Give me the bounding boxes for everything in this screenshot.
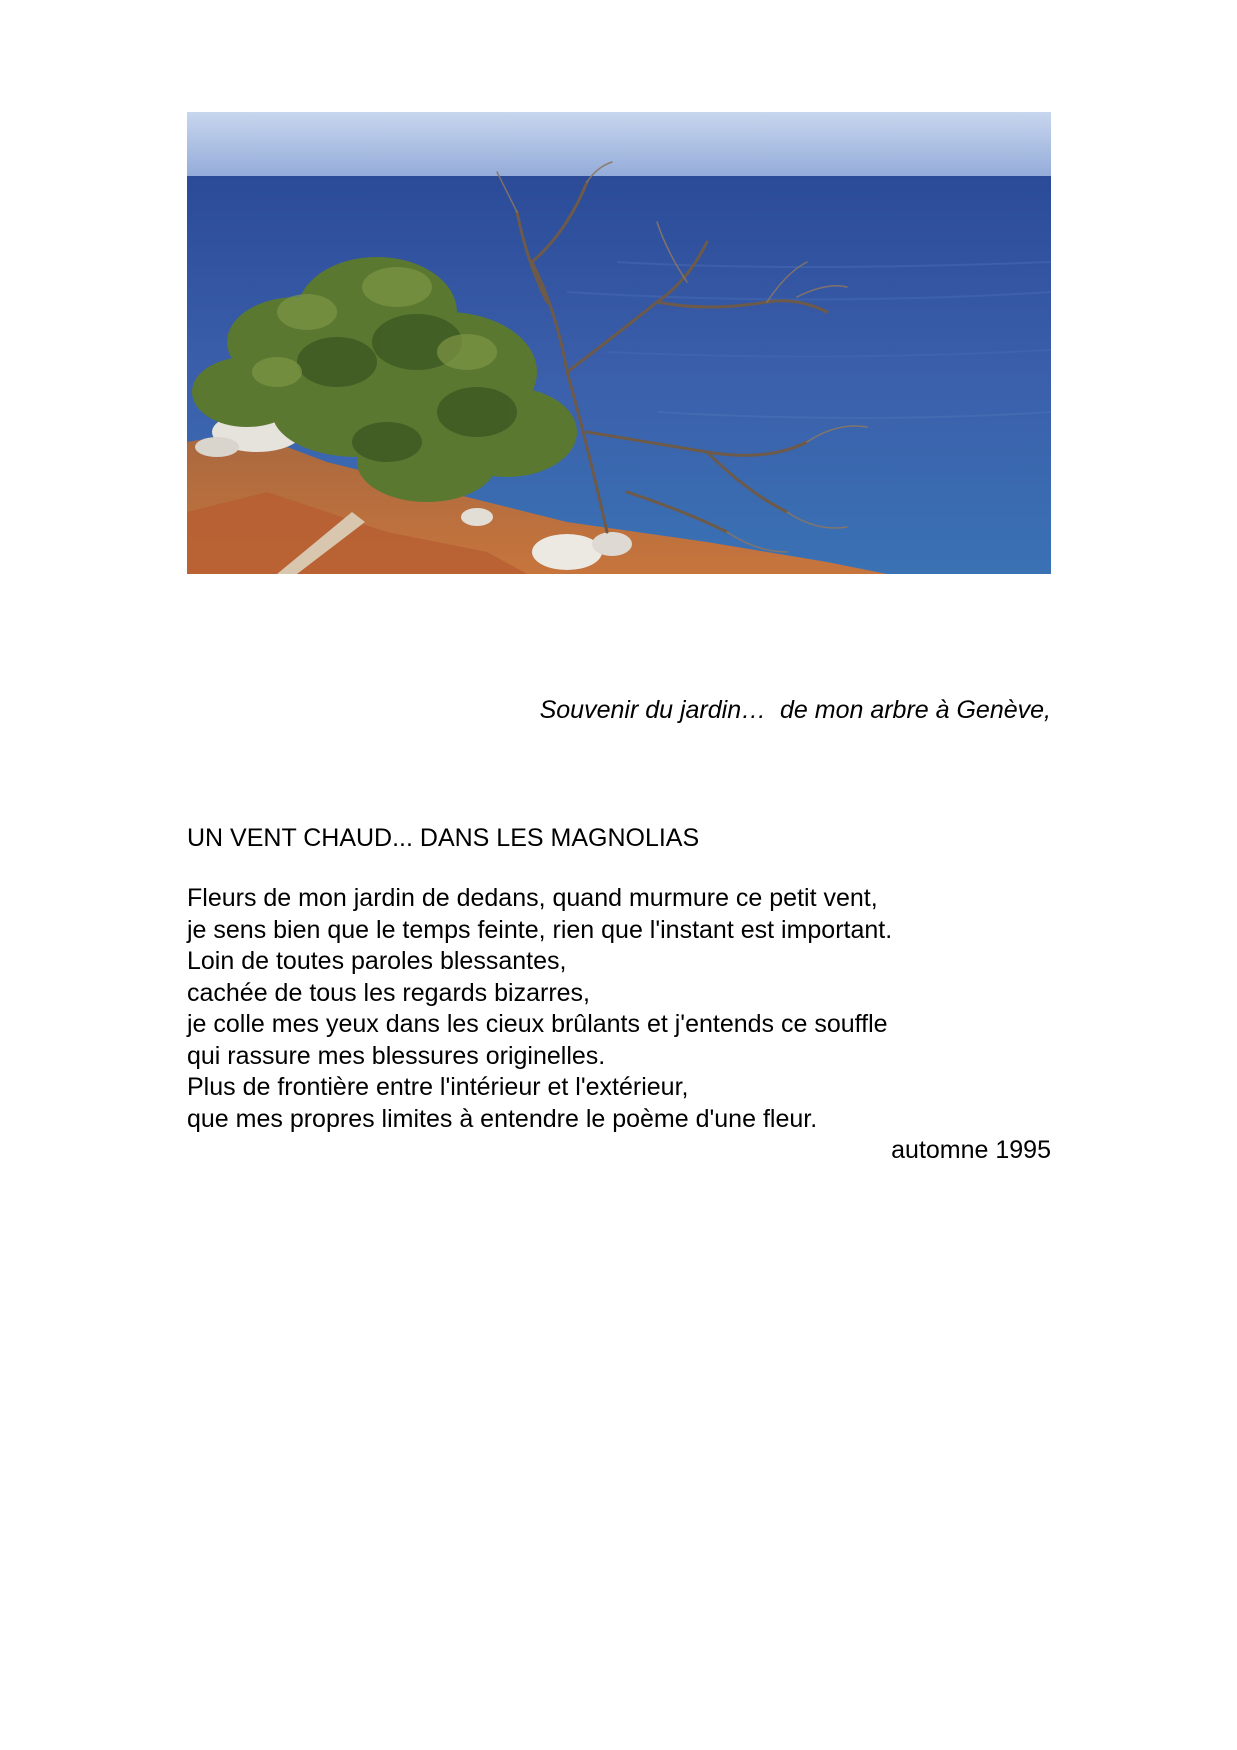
poem-line: je colle mes yeux dans les cieux brûlants et j'entends ce souffle bbox=[187, 1010, 888, 1038]
poem-line: qui rassure mes blessures originelles. bbox=[187, 1041, 606, 1070]
poem-line: cachée de tous les regards bizarres, bbox=[187, 978, 590, 1007]
seaside-tree-photo bbox=[187, 112, 1051, 574]
poem-signature-date: automne 1995 bbox=[891, 1136, 1051, 1164]
poem-line: que mes propres limites à entendre le poème d'une fleur. bbox=[187, 1104, 818, 1133]
poem-line: Loin de toutes paroles blessantes, bbox=[187, 947, 567, 975]
poem-body bbox=[187, 883, 1051, 1167]
poem-line: Fleurs de mon jardin de dedans, quand murmure ce petit vent, bbox=[187, 884, 878, 912]
poem-line: Plus de frontière entre l'intérieur et l'extérieur, bbox=[187, 1073, 689, 1101]
dedication: Souvenir du jardin… de mon arbre à Genève, bbox=[539, 696, 1051, 724]
poem-title: UN VENT CHAUD... DANS LES MAGNOLIAS bbox=[187, 824, 700, 852]
poem-line: je sens bien que le temps feinte, rien que l'instant est important. bbox=[187, 915, 893, 944]
